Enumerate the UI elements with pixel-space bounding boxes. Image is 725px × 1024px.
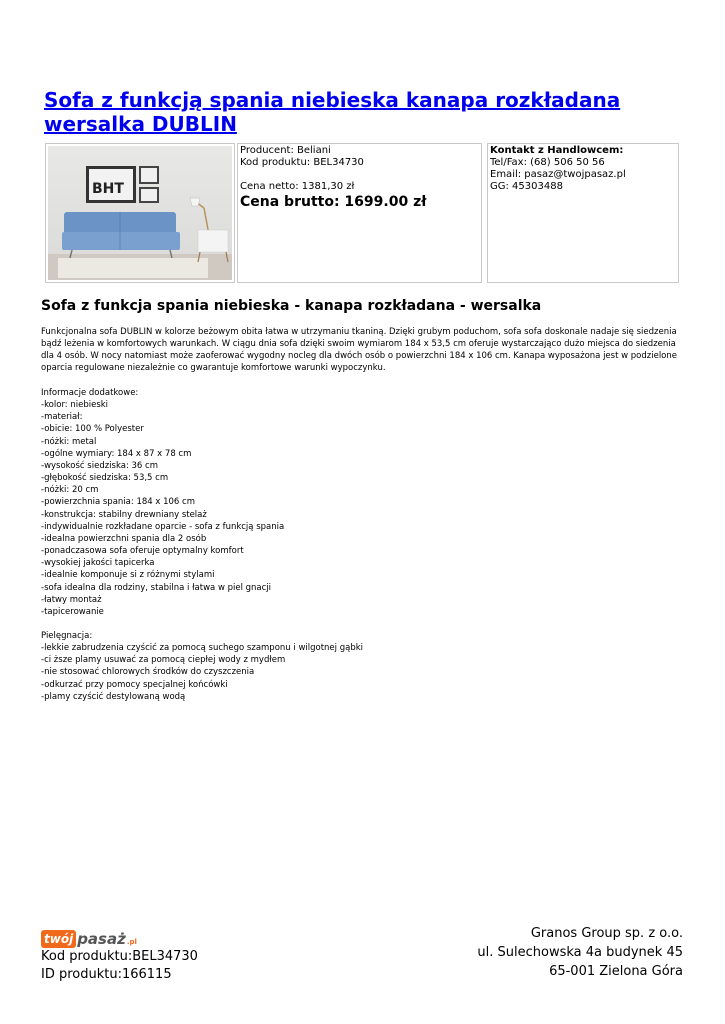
sofa-photo	[48, 146, 232, 280]
contact-box	[487, 143, 679, 283]
info-line: -głębokość siedziska: 53,5 cm	[41, 473, 169, 484]
care-line: -lekkie zabrudzenia czyścić za pomocą suchego szamponu i wilgotnej gąbki	[41, 643, 364, 654]
footer-product-code: Kod produktu:BEL34730	[41, 949, 198, 964]
info-line: Informacje dodatkowe:	[41, 388, 139, 398]
contact-tel: Tel/Fax: (68) 506 50 56	[490, 157, 605, 168]
logo-suffix: .pl	[126, 938, 137, 946]
svg-text:BHT: BHT	[92, 181, 124, 197]
logo-pill: twój	[41, 930, 76, 948]
logo-name: pasaż	[77, 930, 126, 948]
company-city: 65-001 Zielona Góra	[549, 964, 683, 979]
producer-text: Producent: Beliani	[240, 145, 331, 156]
contact-gg: GG: 45303488	[490, 181, 563, 192]
info-line: -nóżki: 20 cm	[41, 485, 99, 496]
info-line: -idealnie komponuje si z różnymi stylami	[41, 570, 215, 581]
footer-left	[41, 926, 198, 984]
info-line: -łatwy montaż	[41, 594, 102, 605]
care-line: -plamy czyścić destylowaną wodą	[41, 691, 186, 702]
info-line: -materiał:	[41, 412, 83, 423]
info-line: -idealna powierzchni spania dla 2 osób	[41, 533, 207, 544]
info-line: -obicie: 100 % Polyester	[41, 424, 144, 435]
product-code-text: Kod produktu: BEL34730	[240, 157, 364, 168]
company-address	[477, 924, 683, 981]
info-line: -sofa idealna dla rodziny, stabilna i łatwa w piel gnacji	[41, 582, 272, 593]
product-details-box	[237, 143, 482, 283]
details-list	[41, 387, 681, 703]
company-name: Granos Group sp. z o.o.	[530, 926, 683, 941]
info-line: -ponadczasowa sofa oferuje optymalny komfort	[41, 546, 244, 557]
care-line: -nie stosować chlorowych środków do czyszczenia	[41, 667, 255, 678]
product-image	[45, 143, 235, 283]
info-line: -konstrukcja: stabilny drewniany stelaż	[41, 509, 207, 520]
company-street: ul. Sulechowska 4a budynek 45	[477, 945, 683, 960]
product-description: Funkcjonalna sofa DUBLIN w kolorze beżowym obita łatwa w utrzymaniu tkaniną. Dzięki grubym poduchom, sofa sofa doskonale nadaje się siedzenia bądź leżenia w komfortowych warunkach. W ciągu dnia sofa dzięki swoim wymiarom 184 x 53,5 cm oferuje wystarczająco dużo miejsca do siedzenia dla 4 osób. W nocy natomiast może zaoferować wygodny nocleg dla dwóch osób o powierzchni 184 x 106 cm. Kanapa wyposażona jest w podzielone oparcia regulowane niezależnie co gwarantuje komfortowe warunki wypoczynku.	[41, 327, 677, 374]
net-price-text: Cena netto: 1381,30 zł	[240, 181, 355, 192]
section-subtitle: Sofa z funkcja spania niebieska - kanapa rozkładana - wersalka	[41, 298, 542, 314]
care-line: -ci ższe plamy usuwać za pomocą ciepłej wody z mydłem	[41, 655, 286, 666]
twojpasaz-logo[interactable]	[41, 926, 198, 948]
care-line: Pielęgnacja:	[41, 630, 93, 641]
info-line: -powierzchnia spania: 184 x 106 cm	[41, 497, 195, 508]
footer-product-id: ID produktu:166115	[41, 967, 172, 982]
care-line: -odkurzać przy pomocy specjalnej końcówki	[41, 679, 228, 690]
info-line: -wysokiej jakości tapicerka	[41, 558, 155, 569]
contact-email[interactable]: Email: pasaz@twojpasaz.pl	[490, 169, 626, 180]
info-line: -wysokość siedziska: 36 cm	[41, 460, 158, 471]
info-line: -nóżki: metal	[41, 436, 97, 447]
contact-heading: Kontakt z Handlowcem:	[490, 145, 624, 156]
gross-price-text: Cena brutto: 1699.00 zł	[240, 194, 427, 210]
info-line: -kolor: niebieski	[41, 400, 109, 411]
info-line: -tapicerowanie	[41, 606, 104, 617]
product-title-link[interactable]: Sofa z funkcją spania niebieska kanapa rozkładana wersalka DUBLIN	[44, 88, 621, 136]
info-line: -ogólne wymiary: 184 x 87 x 78 cm	[41, 448, 192, 459]
info-line: -indywidualnie rozkładane oparcie - sofa z funkcją spania	[41, 521, 285, 532]
